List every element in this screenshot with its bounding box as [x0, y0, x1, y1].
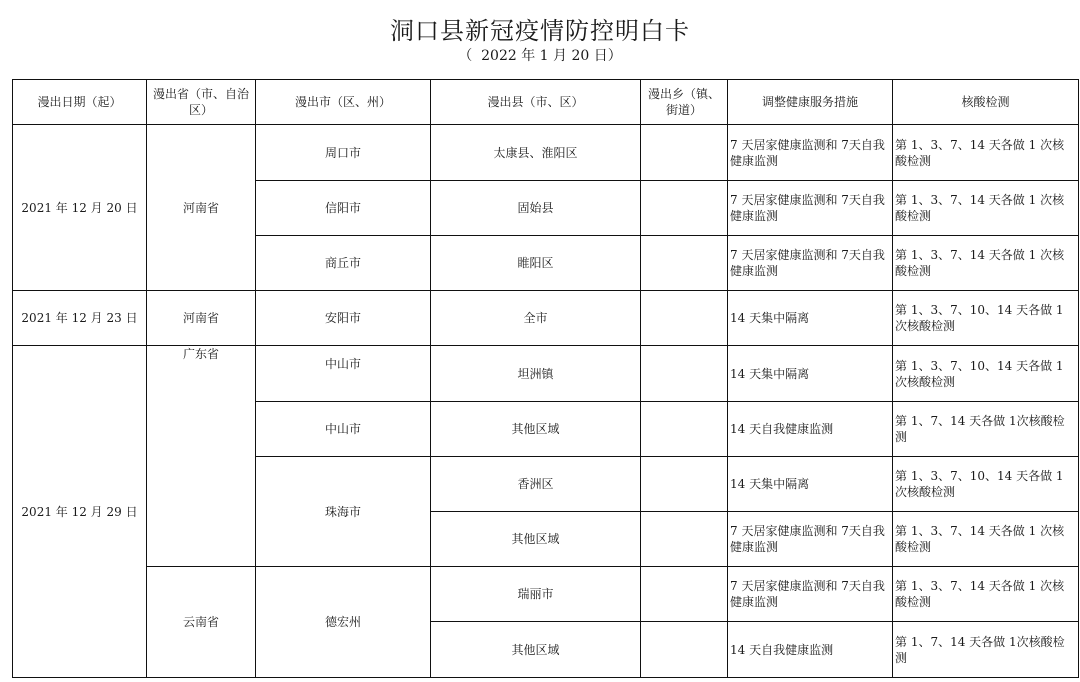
header-town: 漫出乡（镇、街道）	[641, 80, 728, 125]
county-cell: 瑞丽市	[431, 567, 641, 622]
province-cell: 广东省	[147, 346, 256, 567]
page-title: 洞口县新冠疫情防控明白卡	[390, 17, 690, 45]
measure-cell: 14 天集中隔离	[728, 291, 893, 346]
header-date: 漫出日期（起）	[13, 80, 147, 125]
measure-cell: 7 天居家健康监测和 7天自我健康监测	[728, 236, 893, 291]
test-cell: 第 1、3、7、14 天各做 1 次核酸检测	[893, 512, 1079, 567]
county-cell: 其他区域	[431, 512, 641, 567]
test-cell: 第 1、3、7、14 天各做 1 次核酸检测	[893, 181, 1079, 236]
page-date: （ 2022 年 1 月 20 日）	[458, 48, 622, 64]
city-cell: 商丘市	[256, 236, 431, 291]
table-row	[13, 125, 1079, 181]
test-cell: 第 1、7、14 天各做 1次核酸检测	[893, 402, 1079, 457]
date-cell: 2021 年 12 月 23 日	[13, 291, 147, 346]
city-cell: 安阳市	[256, 291, 431, 346]
table-row	[13, 567, 1079, 622]
county-cell: 睢阳区	[431, 236, 641, 291]
header-city: 漫出市（区、州）	[256, 80, 431, 125]
city-cell: 珠海市	[256, 457, 431, 567]
city-cell: 中山市	[256, 346, 431, 402]
test-cell: 第 1、3、7、14 天各做 1 次核酸检测	[893, 236, 1079, 291]
header-measure: 调整健康服务措施	[728, 80, 893, 125]
measure-cell: 7 天居家健康监测和 7天自我健康监测	[728, 512, 893, 567]
county-cell: 固始县	[431, 181, 641, 236]
test-cell: 第 1、7、14 天各做 1次核酸检测	[893, 622, 1079, 678]
town-cell	[641, 567, 728, 622]
town-cell	[641, 457, 728, 512]
control-table	[12, 79, 1079, 678]
town-cell	[641, 622, 728, 678]
town-cell	[641, 291, 728, 346]
test-cell: 第 1、3、7、14 天各做 1 次核酸检测	[893, 125, 1079, 181]
header-row	[13, 80, 1079, 125]
county-cell: 太康县、淮阳区	[431, 125, 641, 181]
county-cell: 坦洲镇	[431, 346, 641, 402]
province-cell: 河南省	[147, 125, 256, 291]
town-cell	[641, 512, 728, 567]
town-cell	[641, 236, 728, 291]
measure-cell: 14 天集中隔离	[728, 457, 893, 512]
city-cell: 德宏州	[256, 567, 431, 678]
county-cell: 香洲区	[431, 457, 641, 512]
measure-cell: 7 天居家健康监测和 7天自我健康监测	[728, 567, 893, 622]
town-cell	[641, 181, 728, 236]
town-cell	[641, 346, 728, 402]
test-cell: 第 1、3、7、10、14 天各做 1 次核酸检测	[893, 346, 1079, 402]
measure-cell: 14 天自我健康监测	[728, 402, 893, 457]
header-province: 漫出省（市、自治区）	[147, 80, 256, 125]
date-cell: 2021 年 12 月 20 日	[13, 125, 147, 291]
header-county: 漫出县（市、区）	[431, 80, 641, 125]
date-cell: 2021 年 12 月 29 日	[13, 346, 147, 678]
measure-cell: 14 天集中隔离	[728, 346, 893, 402]
header-test: 核酸检测	[893, 80, 1079, 125]
table-row	[13, 346, 1079, 402]
city-cell: 周口市	[256, 125, 431, 181]
province-cell: 云南省	[147, 567, 256, 678]
table-row	[13, 291, 1079, 346]
county-cell: 其他区域	[431, 622, 641, 678]
measure-cell: 7 天居家健康监测和 7天自我健康监测	[728, 125, 893, 181]
province-cell: 河南省	[147, 291, 256, 346]
test-cell: 第 1、3、7、10、14 天各做 1 次核酸检测	[893, 291, 1079, 346]
town-cell	[641, 125, 728, 181]
county-cell: 其他区域	[431, 402, 641, 457]
county-cell: 全市	[431, 291, 641, 346]
test-cell: 第 1、3、7、10、14 天各做 1 次核酸检测	[893, 457, 1079, 512]
test-cell: 第 1、3、7、14 天各做 1 次核酸检测	[893, 567, 1079, 622]
measure-cell: 7 天居家健康监测和 7天自我健康监测	[728, 181, 893, 236]
measure-cell: 14 天自我健康监测	[728, 622, 893, 678]
city-cell: 信阳市	[256, 181, 431, 236]
town-cell	[641, 402, 728, 457]
city-cell: 中山市	[256, 402, 431, 457]
